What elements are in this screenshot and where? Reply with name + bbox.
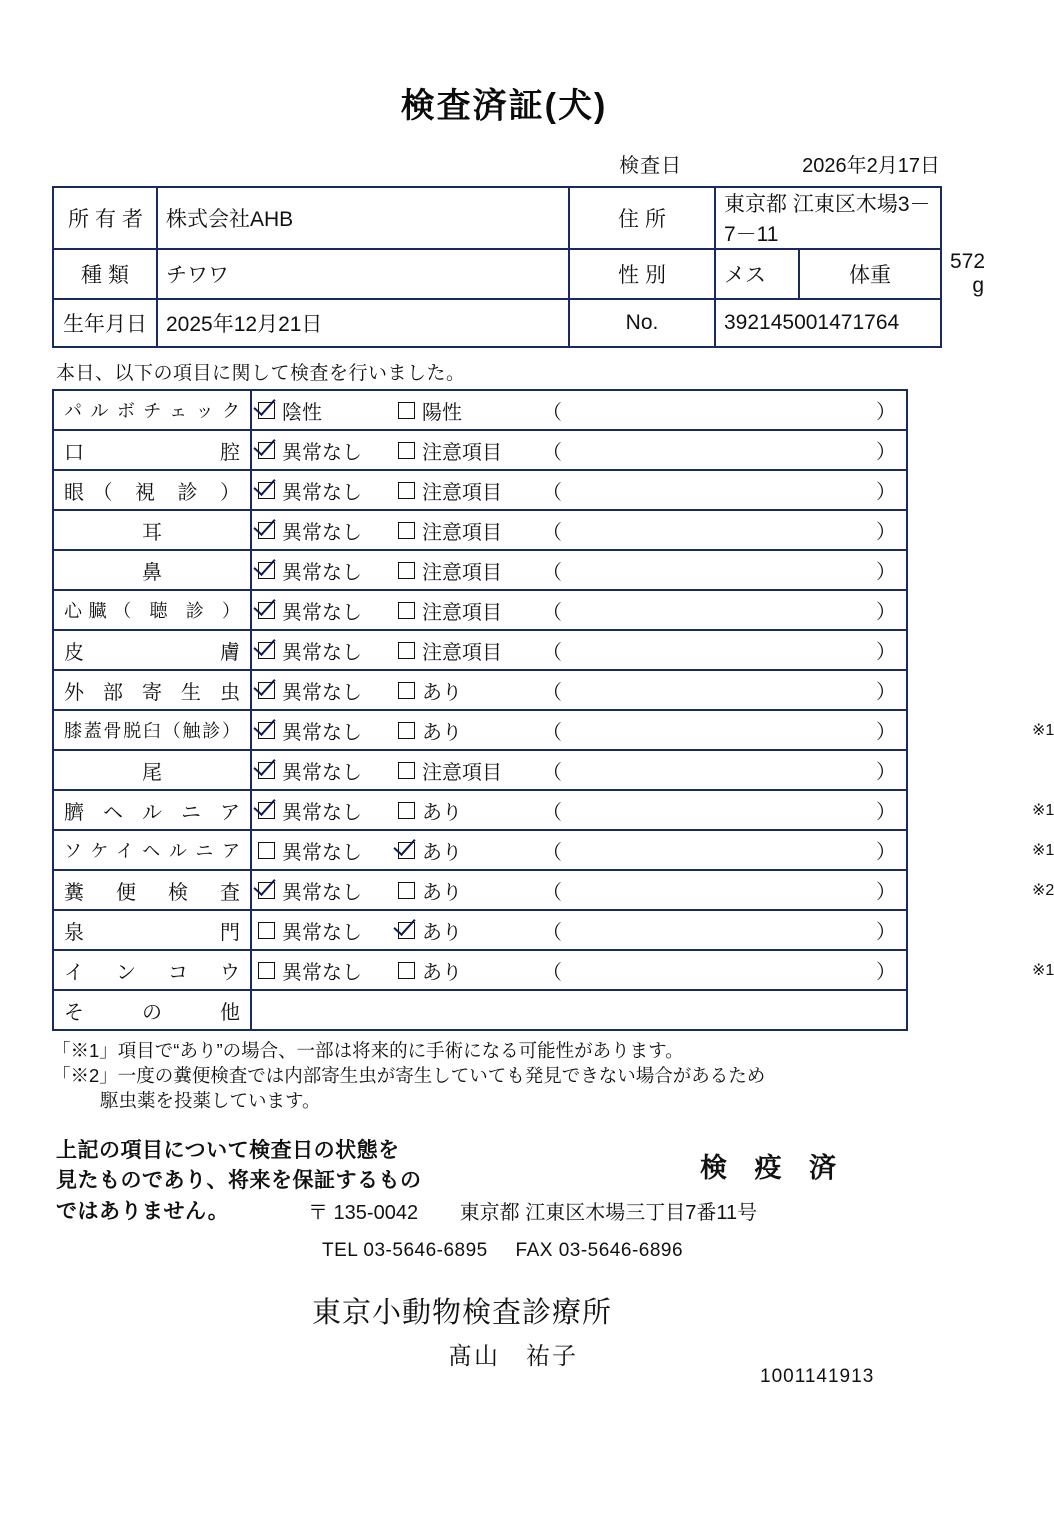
checkbox-option-1[interactable] [258, 676, 398, 705]
remark-paren-open: （ [542, 681, 562, 704]
checkbox-option-1[interactable] [258, 836, 398, 865]
checklist-item-label: 鼻 [53, 550, 251, 590]
owner-value: 株式会社AHB [157, 187, 569, 249]
checkbox-icon[interactable] [398, 882, 415, 899]
checkbox-icon[interactable] [258, 802, 275, 819]
remark-paren-close: ） [876, 401, 896, 424]
weight-unit: g [972, 274, 984, 297]
checklist-options-cell [251, 870, 1054, 910]
breed-label: 種類 [53, 249, 157, 299]
checkbox-option-1-label: 異常なし [282, 441, 362, 464]
checklist-options-cell [251, 910, 907, 950]
doctor-name: 髙山 祐子 [448, 1343, 578, 1370]
checkbox-option-2-label: 注意項目 [422, 761, 502, 784]
table-row [53, 510, 907, 550]
checkbox-icon[interactable] [398, 842, 415, 859]
breed-value: チワワ [157, 249, 569, 299]
checkbox-option-2-label: あり [422, 721, 462, 744]
remark-paren-close: ） [876, 801, 896, 824]
weight-value: 572 [950, 250, 986, 273]
checklist-item-label: 心臓（ 聴 診 ） [53, 590, 251, 630]
remark-paren-close: ） [876, 641, 896, 664]
checkbox-option-2[interactable] [398, 556, 526, 585]
remark-paren-close: ） [876, 961, 896, 984]
checkbox-option-1-label: 異常なし [282, 961, 362, 984]
table-row [53, 390, 907, 430]
remark-paren-close: ） [876, 921, 896, 944]
remark-paren-open: （ [542, 641, 562, 664]
checkbox-option-1[interactable] [258, 756, 398, 785]
remark-paren-close: ） [876, 721, 896, 744]
weight-label: 体重 [799, 249, 941, 299]
checkbox-option-2[interactable] [398, 396, 526, 425]
checkbox-option-1[interactable] [258, 796, 398, 825]
checkbox-icon[interactable] [398, 922, 415, 939]
checklist-options-cell [251, 830, 1054, 870]
checkbox-option-2-label: あり [422, 841, 462, 864]
clinic-contact-line [322, 1240, 683, 1262]
checklist-item-label: パルボチェック [53, 390, 251, 430]
table-row [53, 790, 907, 830]
intro-text: 本日、以下の項目に関して検査を行いました。 [56, 363, 466, 384]
checkbox-option-1-label: 異常なし [282, 881, 362, 904]
checkbox-option-1-label: 異常なし [282, 601, 362, 624]
checkbox-option-1[interactable] [258, 596, 398, 625]
remark-paren-close: ） [876, 441, 896, 464]
checkbox-option-2-label: あり [422, 921, 462, 944]
table-row [53, 710, 907, 750]
checklist-options-cell [251, 470, 907, 510]
birth-label: 生年月日 [53, 299, 157, 347]
checkbox-option-2-label: あり [422, 961, 462, 984]
checkbox-option-1[interactable] [258, 876, 398, 905]
checkbox-option-2[interactable] [398, 676, 526, 705]
checklist-options-cell [251, 710, 1054, 750]
document-number: 1001141913 [760, 1366, 875, 1387]
checkbox-option-1-label: 異常なし [282, 841, 362, 864]
checkbox-icon[interactable] [258, 842, 275, 859]
checkbox-option-2[interactable] [398, 956, 526, 985]
checkbox-option-2-label: あり [422, 801, 462, 824]
checklist-options-cell [251, 510, 907, 550]
footnote-3: 駆虫薬を投薬しています。 [100, 1089, 321, 1111]
footnote-2: 「※2」一度の糞便検査では内部寄生虫が寄生していても発見できない場合があるため [52, 1064, 766, 1086]
certificate-page [0, 78, 1054, 1540]
checkbox-option-2[interactable] [398, 596, 526, 625]
remark-paren-open: （ [542, 521, 562, 544]
no-value: 392145001471764 [715, 299, 941, 347]
checklist-options-cell [251, 550, 907, 590]
checkbox-option-2-label: あり [422, 881, 462, 904]
checkbox-option-1[interactable] [258, 556, 398, 585]
checkbox-icon[interactable] [258, 682, 275, 699]
remark-paren-open: （ [542, 761, 562, 784]
remark-paren-open: （ [542, 961, 562, 984]
table-row [53, 430, 907, 470]
table-row [53, 590, 907, 630]
footnote-marker: ※1 [1032, 722, 1054, 739]
remark-paren-open: （ [542, 801, 562, 824]
checkbox-option-2-label: 注意項目 [422, 641, 502, 664]
sex-value: メス [715, 249, 799, 299]
exam-date-row [0, 149, 1008, 178]
checklist-options-cell [251, 950, 1054, 990]
checkbox-option-1[interactable] [258, 956, 398, 985]
checkbox-option-2[interactable] [398, 876, 526, 905]
checkbox-icon[interactable] [258, 522, 275, 539]
checkbox-option-1-label: 異常なし [282, 521, 362, 544]
table-row [53, 249, 941, 299]
checklist-options-cell [251, 750, 907, 790]
remark-paren-close: ） [876, 521, 896, 544]
checklist-options-cell [251, 590, 907, 630]
checkbox-option-1-label: 異常なし [282, 801, 362, 824]
checkbox-option-1[interactable] [258, 396, 398, 425]
address-value: 東京都 江東区木場3－7－11 [715, 187, 941, 249]
table-row [53, 870, 907, 910]
checklist-options-cell [251, 390, 907, 430]
checkbox-option-2[interactable] [398, 516, 526, 545]
checkbox-icon[interactable] [258, 642, 275, 659]
table-row [53, 299, 941, 347]
checklist-options-cell [251, 670, 907, 710]
checkbox-icon[interactable] [258, 602, 275, 619]
remark-paren-close: ） [876, 601, 896, 624]
table-row [53, 670, 907, 710]
checkbox-option-2[interactable] [398, 716, 526, 745]
checkbox-option-1[interactable] [258, 516, 398, 545]
checklist-item-label: 皮 膚 [53, 630, 251, 670]
checkbox-icon[interactable] [258, 962, 275, 979]
remark-paren-open: （ [542, 881, 562, 904]
exam-date-value: 2026年2月17日 [802, 155, 940, 177]
checkbox-icon[interactable] [398, 722, 415, 739]
checkbox-option-2[interactable] [398, 476, 526, 505]
remark-paren-open: （ [542, 481, 562, 504]
checkbox-icon[interactable] [398, 762, 415, 779]
checklist-item-label: 耳 [53, 510, 251, 550]
table-row [53, 470, 907, 510]
checkbox-icon[interactable] [258, 442, 275, 459]
remark-paren-open: （ [542, 601, 562, 624]
statement-line-1: 上記の項目について検査日の状態を [56, 1139, 400, 1162]
checkbox-option-1[interactable] [258, 436, 398, 465]
checkbox-option-1-label: 異常なし [282, 561, 362, 584]
owner-label: 所有者 [53, 187, 157, 249]
checklist-item-label: イ ン コ ウ [53, 950, 251, 990]
checkbox-option-2[interactable] [398, 796, 526, 825]
checkbox-icon[interactable] [258, 922, 275, 939]
sex-label: 性別 [569, 249, 715, 299]
checklist-item-label: 外 部 寄 生 虫 [53, 670, 251, 710]
checkbox-icon[interactable] [258, 882, 275, 899]
table-row [53, 950, 907, 990]
clinic-name: 東京小動物検査診療所 [312, 1297, 613, 1329]
checkbox-icon[interactable] [398, 602, 415, 619]
checklist-options-cell [251, 430, 907, 470]
checkbox-icon[interactable] [398, 642, 415, 659]
remark-paren-close: ） [876, 481, 896, 504]
footnotes [52, 1039, 1008, 1113]
checkbox-icon[interactable] [398, 522, 415, 539]
checkbox-option-2[interactable] [398, 836, 526, 865]
checkbox-option-2[interactable] [398, 436, 526, 465]
info-table [52, 186, 986, 348]
remark-paren-close: ） [876, 681, 896, 704]
table-row [53, 750, 907, 790]
checklist-item-label: 口 腔 [53, 430, 251, 470]
checkbox-option-2-label: 注意項目 [422, 601, 502, 624]
checklist-item-label: 膝蓋骨脱臼（触診） [53, 710, 251, 750]
clinic-address-line [308, 1196, 757, 1225]
checkbox-option-1[interactable] [258, 916, 398, 945]
footnote-marker: ※1 [1032, 962, 1054, 979]
checklist-item-label: 臍 ヘ ル ニ ア [53, 790, 251, 830]
footnote-marker: ※1 [1032, 802, 1054, 819]
checklist-options-cell [251, 790, 1054, 830]
checklist-item-label: 眼（ 視 診 ） [53, 470, 251, 510]
exam-date-label: 検査日 [619, 155, 683, 177]
checkbox-option-1[interactable] [258, 716, 398, 745]
remark-paren-close: ） [876, 761, 896, 784]
remark-paren-close: ） [876, 561, 896, 584]
no-label: No. [569, 299, 715, 347]
checkbox-option-1-label: 異常なし [282, 641, 362, 664]
checklist-table [52, 389, 1054, 1031]
table-row [53, 830, 907, 870]
checkbox-option-1-label: 異常なし [282, 761, 362, 784]
checkbox-option-1-label: 陰性 [282, 401, 322, 424]
checklist-options-cell [251, 630, 907, 670]
statement-line-3: ではありません。 [56, 1199, 230, 1223]
page-title: 検査済証(犬) [400, 87, 608, 125]
checkbox-option-1-label: 異常なし [282, 921, 362, 944]
clinic-zip: 〒 135-0042 [308, 1202, 419, 1224]
checkbox-option-1-label: 異常なし [282, 681, 362, 704]
checkbox-icon[interactable] [258, 402, 275, 419]
table-row [53, 550, 907, 590]
checkbox-icon[interactable] [258, 482, 275, 499]
checkbox-icon[interactable] [398, 562, 415, 579]
remark-paren-open: （ [542, 921, 562, 944]
clinic-fax: FAX 03-5646-6896 [515, 1240, 684, 1261]
checklist-item-label: そ の 他 [53, 990, 251, 1030]
checklist-item-label: 尾 [53, 750, 251, 790]
address-label: 住所 [569, 187, 715, 249]
statement-line-2: 見たものであり、将来を保証するもの [56, 1169, 422, 1193]
table-row [53, 187, 941, 249]
checkbox-option-1[interactable] [258, 476, 398, 505]
checkbox-icon[interactable] [398, 442, 415, 459]
checkbox-option-2-label: あり [422, 681, 462, 704]
checkbox-option-1-label: 異常なし [282, 481, 362, 504]
checkbox-option-2-label: 注意項目 [422, 441, 502, 464]
remark-paren-close: ） [876, 881, 896, 904]
checkbox-option-2[interactable] [398, 756, 526, 785]
checklist-item-label: 糞 便 検 査 [53, 870, 251, 910]
footnote-marker: ※1 [1032, 842, 1054, 859]
checkbox-icon[interactable] [258, 722, 275, 739]
table-row [53, 990, 907, 1030]
checkbox-icon[interactable] [398, 802, 415, 819]
footnote-1: 「※1」項目で“あり”の場合、一部は将来的に手術になる可能性があります。 [52, 1040, 684, 1061]
remark-paren-open: （ [542, 721, 562, 744]
checkbox-option-2-label: 注意項目 [422, 481, 502, 504]
remark-paren-open: （ [542, 561, 562, 584]
checkbox-option-2-label: 注意項目 [422, 561, 502, 584]
table-row [53, 910, 907, 950]
remark-paren-open: （ [542, 841, 562, 864]
checklist-options-cell [251, 990, 907, 1030]
checkbox-icon[interactable] [398, 682, 415, 699]
checkbox-option-2-label: 注意項目 [422, 521, 502, 544]
checkbox-option-2[interactable] [398, 916, 526, 945]
checkbox-option-2[interactable] [398, 636, 526, 665]
checkbox-icon[interactable] [398, 482, 415, 499]
checkbox-icon[interactable] [398, 402, 415, 419]
checkbox-icon[interactable] [258, 562, 275, 579]
checklist-item-label: 泉 門 [53, 910, 251, 950]
table-row [53, 630, 907, 670]
checkbox-option-1[interactable] [258, 636, 398, 665]
clinic-tel: TEL 03-5646-6895 [322, 1240, 488, 1261]
remark-paren-open: （ [542, 401, 562, 424]
checkbox-option-1-label: 異常なし [282, 721, 362, 744]
checkbox-icon[interactable] [258, 762, 275, 779]
footnote-marker: ※2 [1032, 882, 1054, 899]
checkbox-icon[interactable] [398, 962, 415, 979]
birth-value: 2025年12月21日 [157, 299, 569, 347]
remark-paren-close: ） [876, 841, 896, 864]
quarantine-stamp: 検 疫 済 [700, 1153, 847, 1183]
clinic-address: 東京都 江東区木場三丁目7番11号 [459, 1202, 758, 1224]
remark-paren-open: （ [542, 441, 562, 464]
checklist-item-label: ソケイヘルニア [53, 830, 251, 870]
checkbox-option-2-label: 陽性 [422, 401, 462, 424]
